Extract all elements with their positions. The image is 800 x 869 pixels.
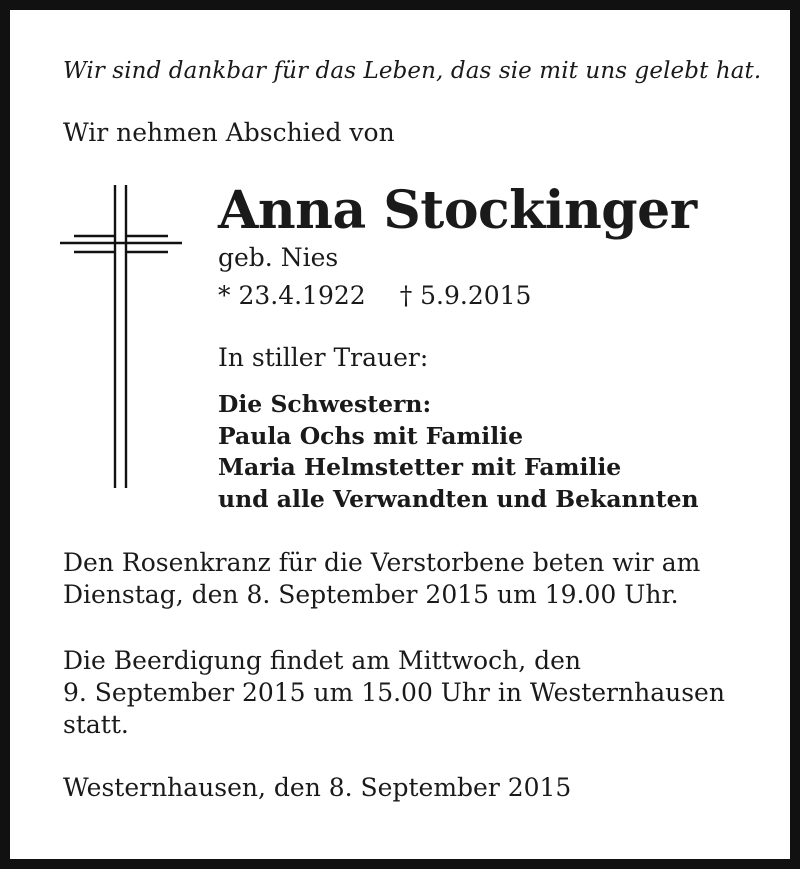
family-line: Maria Helmstetter mit Familie — [218, 453, 622, 481]
funeral-notice — [63, 645, 725, 741]
funeral-line: Die Beerdigung findet am Mittwoch, den — [63, 646, 582, 675]
funeral-line: 9. September 2015 um 15.00 Uhr in Westernhausen — [63, 678, 725, 707]
life-dates — [218, 281, 531, 310]
family-line: Die Schwestern: — [218, 390, 432, 418]
family-line: Paula Ochs mit Familie — [218, 421, 524, 450]
rosary-line: Dienstag, den 8. September 2015 um 19.00 Uhr. — [63, 580, 679, 609]
family-line: und alle Verwandten und Bekannten — [218, 484, 699, 513]
cross-icon — [60, 183, 182, 493]
mourning-heading: In stiller Trauer: — [218, 343, 429, 372]
rosary-notice — [63, 547, 700, 611]
deceased-name: Anna Stockinger — [218, 180, 697, 241]
rosary-line: Den Rosenkranz für die Verstorbene beten wir am — [63, 548, 701, 577]
family-list — [218, 389, 699, 515]
place-date: Westernhausen, den 8. September 2015 — [63, 773, 572, 802]
intro-text: Wir nehmen Abschied von — [63, 118, 395, 147]
birth-date: * 23.4.1922 — [218, 281, 366, 310]
maiden-name: geb. Nies — [218, 243, 339, 272]
death-date: † 5.9.2015 — [399, 281, 532, 310]
funeral-line: statt. — [63, 710, 129, 739]
motto: Wir sind dankbar für das Leben, das sie mit uns gelebt hat. — [63, 58, 762, 84]
